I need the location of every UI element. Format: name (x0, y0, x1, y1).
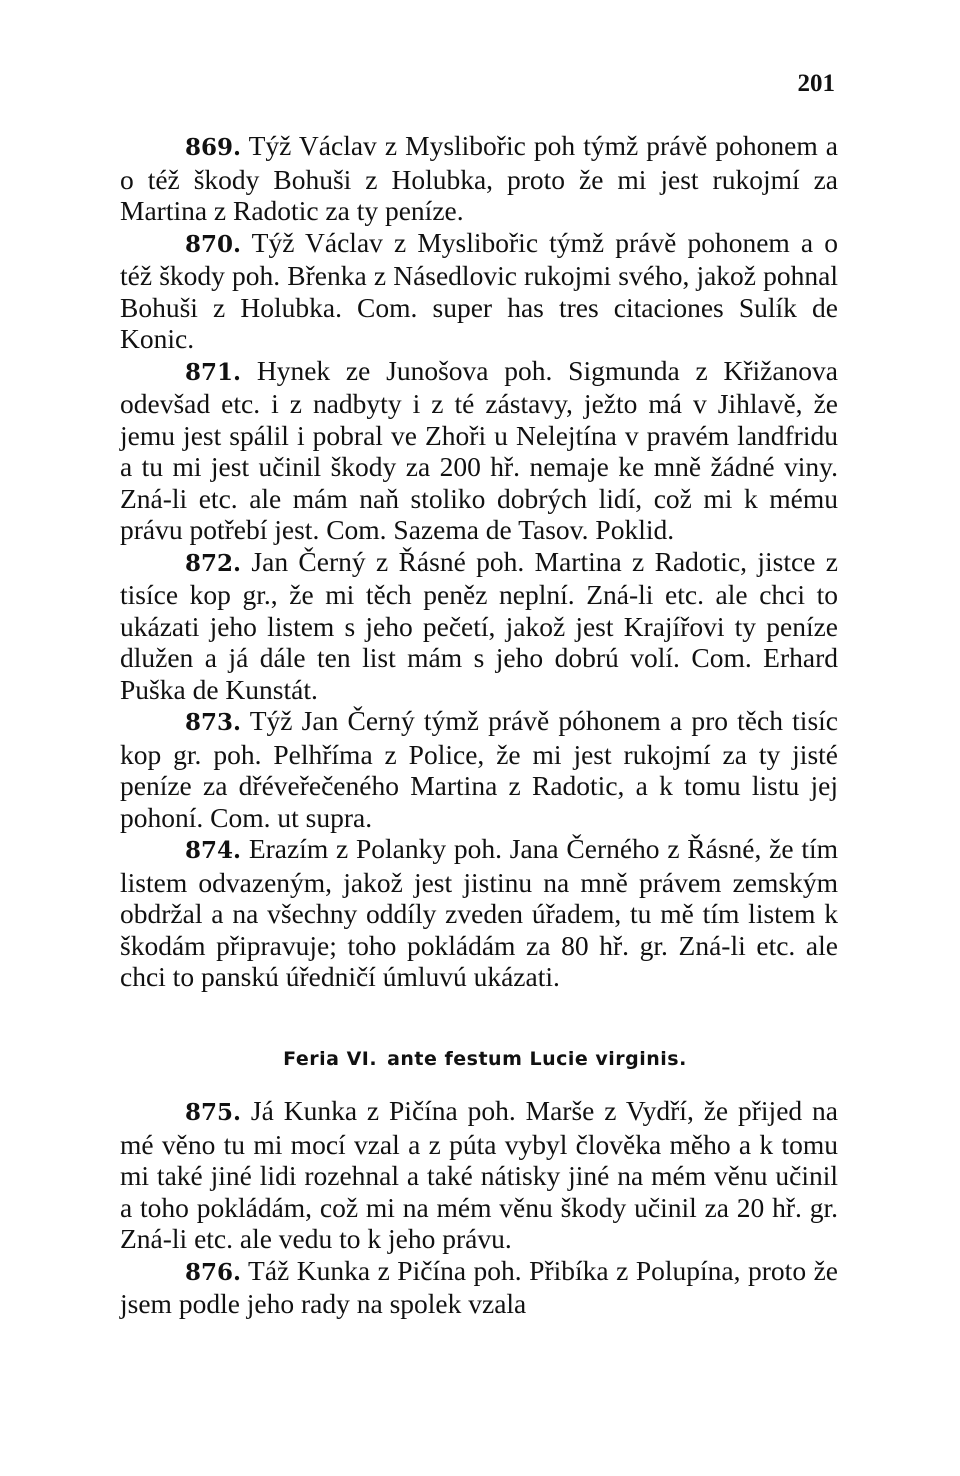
entry-number: 873. (185, 709, 242, 736)
entry-873 (120, 705, 838, 833)
entry-text: Hynek ze Junošova poh. Sigmunda z Křižanova odevšad etc. i z nadbyty i z té zástavy, ježto má v Jihlavě, že jemu jest spálil i pobral ve Zhoři u Nelejtína v pravém landfridu a tu mi jest učinil škody za 200 hř. nemaje ke mně žádné viny. Zná-li etc. ale mám naň stoliko dobrých lidí, což mi k mému právu potřebí jest. Com. Sazema de Tasov. Poklid. (120, 354, 839, 545)
entry-text: Týž Václav z Myslibořic poh týmž právě pohonem a o též škody Bohuši z Holubka, proto že mi jest rukojmí za Martina z Radotic za ty peníze. (120, 130, 838, 226)
entry-text: Táž Kunka z Pičína poh. Přibíka z Polupína, proto že jsem podle jeho rady na spolek vzala (120, 1254, 838, 1319)
entry-874 (120, 833, 838, 993)
section-heading-prefix: Feria VI. (283, 1048, 378, 1070)
entry-871 (120, 355, 838, 546)
entries-after-heading (120, 1095, 838, 1320)
entry-text: Jan Černý z Řásné poh. Martina z Radotic, jistce z tisíce kop gr., že mi těch peněz neplní. Zná-li etc. ale chci to ukázati jeho listem s jeho pečetí, jakož jest Krajířovi ty peníze dlužen a já dále ten list mám s jeho dobrú volí. Com. Erhard Puška de Kunstát. (120, 545, 839, 705)
entry-872 (120, 546, 838, 706)
page-number: 201 (797, 70, 835, 97)
entry-number: 876. (185, 1258, 242, 1286)
entry-text: Týž Jan Černý týmž právě póhonem a pro těch tisíc kop gr. poh. Pelhříma z Police, že mi jest rukojmí za ty jisté peníze za dřéveřečeného Martina z Radotic, a k tomu listu jej pohoní. Com. ut supra. (120, 705, 838, 833)
entry-number: 869. (185, 134, 242, 161)
entry-text: Erazím z Polanky poh. Jana Černého z Řásné, že tím listem odvazeným, jakož jest jistinu na mně právem zemským obdržal a na všechny oddíly zveden úřadem, tu mě tím listem k škodám připravuje; toho pokládám za 80 hř. gr. Zná-li etc. ale chci to panskú úředničí úmluvú ukázati. (120, 833, 839, 992)
entry-number: 872. (185, 549, 242, 577)
entry-number: 874. (185, 837, 242, 864)
entries-before-heading (120, 130, 838, 993)
entry-number: 875. (185, 1099, 242, 1126)
entry-text: Týž Václav z Myslibořic týmž právě pohonem a o též škody poh. Břenka z Násedlovic rukojmi svého, jakož pohnal Bohuši z Holubka. Com. super has tres citaciones Sulík de Konic. (120, 226, 838, 354)
entry-870 (120, 227, 838, 355)
entry-number: 870. (185, 230, 242, 258)
section-heading (0, 1048, 960, 1070)
entry-number: 871. (185, 358, 242, 386)
entry-876 (120, 1255, 838, 1320)
entry-875 (120, 1095, 838, 1255)
entry-869 (120, 130, 838, 227)
section-heading-rest: ante festum Lucie virginis. (387, 1048, 687, 1070)
entry-text: Já Kunka z Pičína poh. Marše z Vydří, že přijed na mé věno tu mi mocí vzal a z púta vybyl člověka měho a k tomu mi také jiné lidi rozehnal a také nátisky jiné na mém věnu učinil a toho pokládám, což mi na mém věnu škody učinil za 20 hř. gr. Zná-li etc. ale vedu to k jeho právu. (120, 1095, 838, 1254)
